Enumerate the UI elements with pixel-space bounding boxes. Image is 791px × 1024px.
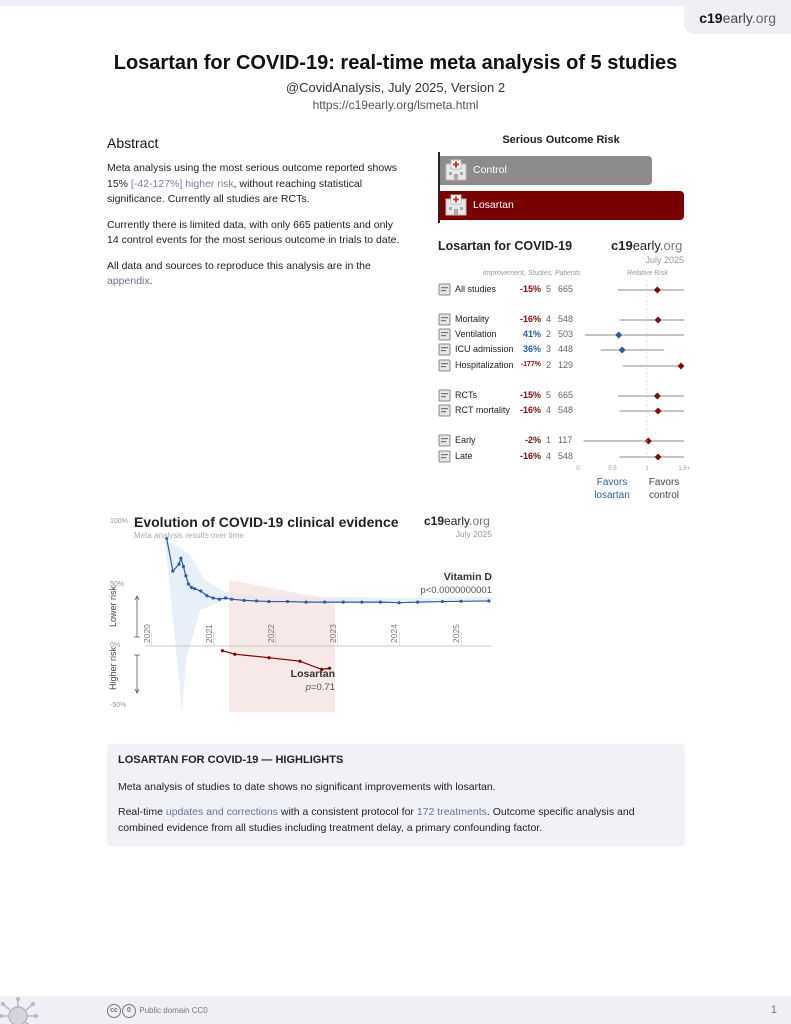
forest-row-rct-mortality[interactable]: RCT mortality -16% 4 548 — [438, 404, 688, 418]
point-vitamin-d — [416, 601, 419, 604]
highlights-p1: Meta analysis of studies to date shows no significant improvements with losartan. — [118, 781, 496, 793]
point-vitamin-d — [255, 599, 258, 602]
point-vitamin-d — [305, 601, 308, 604]
point-vitamin-d — [441, 600, 444, 603]
point-vitamin-d — [199, 589, 202, 592]
forest-row-rcts[interactable]: RCTs -15% 5 665 — [438, 389, 688, 403]
virus-icon — [0, 994, 42, 1024]
cc-icon: cc — [107, 1004, 121, 1018]
treatments-link[interactable]: 172 treatments — [416, 806, 487, 818]
year-label-2024: 2024 — [389, 624, 400, 643]
abstract-p3: All data and sources to reproduce this analysis are in the appendix. — [107, 259, 371, 287]
point-losartan — [233, 653, 236, 656]
losartan-pvalue: p=0.71 — [305, 682, 335, 693]
author[interactable]: @CovidAnalysis — [285, 80, 381, 95]
updates-link[interactable]: updates and corrections — [165, 806, 278, 818]
point-vitamin-d — [205, 594, 208, 597]
forest-date: July 2025 — [645, 255, 684, 265]
bar-control: Control — [440, 156, 652, 185]
evolution-title: Evolution of COVID-19 clinical evidence — [134, 514, 399, 530]
page-url[interactable]: https://c19early.org/lsmeta.html — [312, 98, 479, 112]
point-vitamin-d — [193, 587, 196, 590]
point-vitamin-d — [397, 601, 400, 604]
evolution-date: July 2025 — [455, 529, 492, 539]
year-label-2021: 2021 — [203, 624, 214, 643]
point-losartan — [298, 660, 301, 663]
forest-row-mortality[interactable]: Mortality -16% 4 548 — [438, 313, 688, 327]
pct-label-minus50: -50% — [110, 702, 127, 709]
forest-row-all-studies[interactable]: All studies -15% 5 665 — [438, 283, 688, 297]
page-number: 1 — [770, 1004, 777, 1016]
vitamin-d-label: Vitamin D — [443, 571, 492, 583]
forest-tick: 1 — [645, 466, 649, 472]
forest-tick: 0 — [576, 466, 580, 472]
point-vitamin-d — [187, 582, 190, 585]
evolution-subtitle: Meta analysis results over time — [134, 531, 244, 540]
pct-label-50: 50% — [110, 581, 125, 588]
forest-col-header: Improvement, Studies, Patients — [483, 270, 581, 277]
favors-losartan: Favors losartan — [594, 477, 630, 501]
zero-icon: 0 — [122, 1004, 136, 1018]
point-vitamin-d — [212, 596, 215, 599]
abstract-p1: Meta analysis using the most serious outcome reported shows 15% [-42-127%] higher risk, without reaching statistical significance. Currently all studies are RCTs. — [107, 162, 398, 205]
forest-rr-header: Relative Risk — [627, 270, 668, 277]
vitamin-d-pvalue: p<0.0000000001 — [420, 585, 492, 596]
page-subtitle: @CovidAnalysis, July 2025, Version 2 — [285, 80, 506, 95]
point-losartan — [267, 656, 270, 659]
serious-outcome-title: Serious Outcome Risk — [502, 134, 620, 146]
point-vitamin-d — [230, 598, 233, 601]
pct-label-100: 100% — [110, 518, 128, 525]
point-vitamin-d — [171, 570, 174, 573]
point-vitamin-d — [179, 557, 182, 560]
point-vitamin-d — [360, 601, 363, 604]
point-vitamin-d — [177, 563, 180, 566]
forest-row-icu-admission[interactable]: ICU admission 36% 3 448 — [438, 343, 688, 357]
highlights-heading: LOSARTAN FOR COVID-19 — HIGHLIGHTS — [118, 754, 344, 766]
point-vitamin-d — [267, 600, 270, 603]
lower-risk-arrow — [134, 596, 140, 637]
forest-tick: 0.5 — [608, 466, 617, 472]
higher-risk-label: Higher risk — [108, 646, 118, 690]
forest-row-hospitalization[interactable]: Hospitalization -177% 2 129 — [438, 359, 688, 373]
page-title: Losartan for COVID-19: real-time meta analysis of 5 studies — [113, 52, 678, 74]
point-vitamin-d — [218, 598, 221, 601]
point-losartan — [221, 649, 224, 652]
higher-risk-arrow — [134, 655, 140, 693]
forest-row-late[interactable]: Late -16% 4 548 — [438, 450, 688, 464]
point-vitamin-d — [224, 596, 227, 599]
year-label-2020: 2020 — [141, 624, 152, 643]
point-vitamin-d — [459, 600, 462, 603]
point-vitamin-d — [190, 586, 193, 589]
point-vitamin-d — [323, 601, 326, 604]
point-vitamin-d — [342, 601, 345, 604]
forest-row-ventilation[interactable]: Ventilation 41% 2 503 — [438, 328, 688, 342]
losartan-label: Losartan — [290, 668, 335, 680]
brand-logo[interactable]: c19early.org — [684, 4, 791, 34]
lower-risk-label: Lower risk — [108, 585, 118, 627]
evolution-brand: c19early.org — [424, 514, 490, 528]
forest-title: Losartan for COVID-19 — [438, 239, 573, 253]
forest-brand: c19early.org — [611, 238, 683, 253]
year-label-2023: 2023 — [327, 624, 338, 643]
year-label-2025: 2025 — [451, 624, 462, 643]
bar-losartan: Losartan — [440, 191, 684, 220]
license: cc 0 Public domain CC0 — [107, 1004, 208, 1018]
highlights-box — [107, 744, 685, 846]
highlights-p2: Real-time updates and corrections with a consistent protocol for 172 treatments. Outcome specific analysis and combined evidence from all studies including treatment delay, a primary confounding factor. — [118, 806, 635, 834]
point-vitamin-d — [487, 599, 490, 602]
abstract-heading: Abstract — [107, 135, 159, 151]
pct-label-0: 0% — [110, 642, 121, 649]
point-vitamin-d — [379, 601, 382, 604]
forest-row-early[interactable]: Early -2% 1 117 — [438, 434, 688, 448]
favors-control: Favors control — [648, 477, 680, 501]
point-vitamin-d — [184, 574, 187, 577]
forest-tick: 1.5+ — [678, 466, 690, 472]
appendix-link[interactable]: appendix — [107, 275, 150, 287]
year-label-2022: 2022 — [265, 624, 276, 643]
point-vitamin-d — [243, 599, 246, 602]
abstract-p2: Currently there is limited data, with only 665 patients and only 14 control events for the most serious outcome in trials to date. — [107, 218, 400, 246]
point-vitamin-d — [182, 565, 185, 568]
point-vitamin-d — [286, 600, 289, 603]
